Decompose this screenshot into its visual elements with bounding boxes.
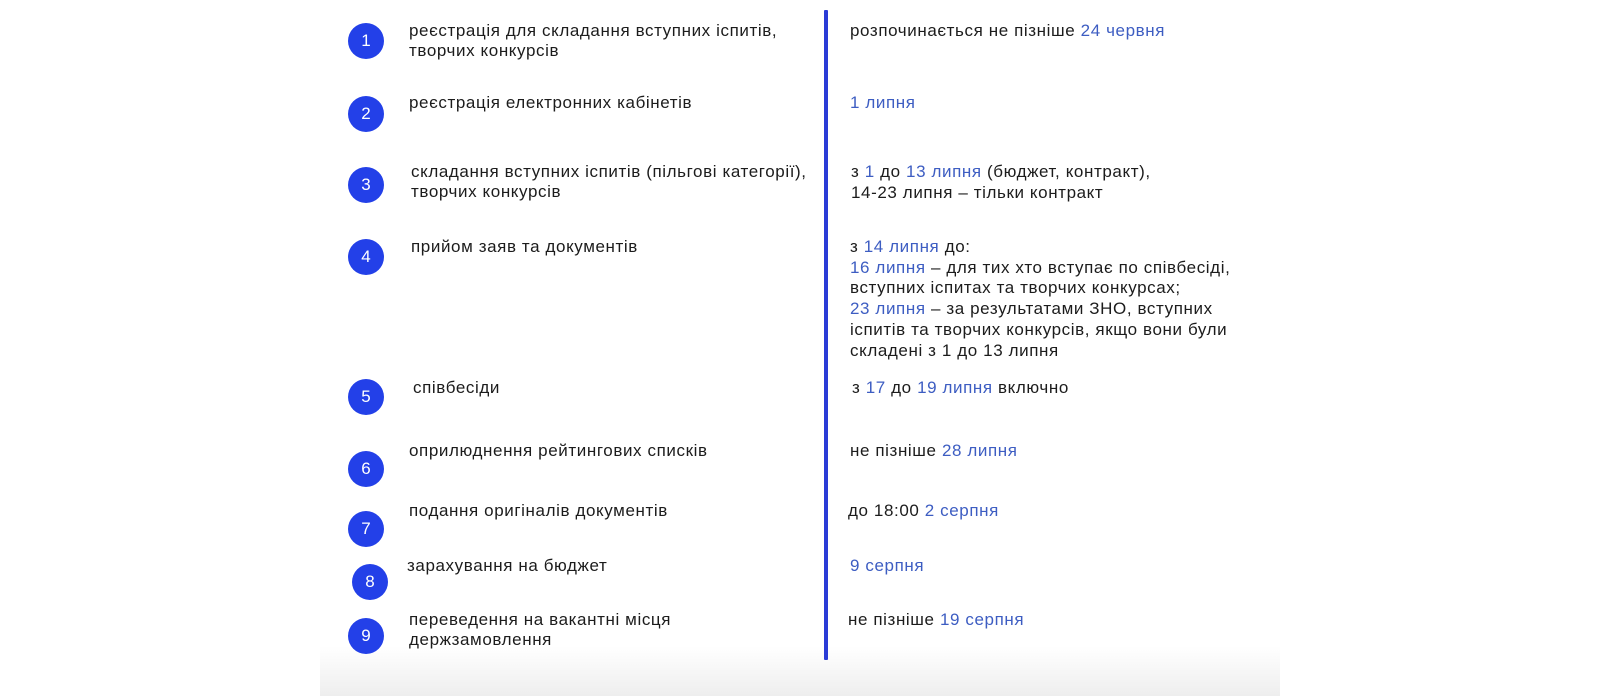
step-event-line: творчих конкурсів: [409, 41, 560, 60]
date-text: включно: [992, 378, 1069, 397]
step-date: [852, 378, 1069, 399]
step-event-line: зарахування на бюджет: [407, 556, 608, 575]
step-event: [409, 93, 692, 113]
date-text: до: [874, 162, 907, 181]
step-event-line: оприлюднення рейтингових списків: [409, 441, 708, 460]
date-highlight: 9 серпня: [850, 556, 925, 575]
date-text: не пізніше: [848, 610, 940, 629]
step-number-badge: 2: [348, 96, 384, 132]
step-date-line: [848, 501, 999, 522]
step-date-line: [850, 93, 916, 114]
step-event-line: творчих конкурсів: [411, 182, 562, 201]
timeline-divider: [824, 10, 828, 660]
date-text: (бюджет, контракт),: [981, 162, 1151, 181]
step-event-line: переведення на вакантні місця: [409, 610, 672, 629]
step-event-line: складання вступних іспитів (пільгові категорії),: [411, 162, 807, 181]
step-event: [409, 21, 777, 61]
date-highlight: 23 липня: [850, 299, 926, 319]
step-event-line: держзамовлення: [409, 630, 552, 649]
date-text: до:: [939, 237, 971, 256]
step-event-line: подання оригіналів документів: [409, 501, 668, 520]
step-event: [409, 501, 668, 521]
date-text: не пізніше: [850, 441, 942, 460]
step-date-line: [851, 183, 1151, 204]
step-number-badge: 4: [348, 239, 384, 275]
step-date-line: [850, 237, 1230, 258]
step-event-line: реєстрація електронних кабінетів: [409, 93, 693, 112]
step-date: [848, 501, 999, 522]
step-event: [407, 556, 607, 576]
step-event: [411, 237, 638, 257]
date-text: з: [852, 378, 866, 397]
step-date-line: [850, 258, 1230, 279]
date-highlight: 16 липня: [850, 257, 926, 277]
step-number-badge: 8: [352, 564, 388, 600]
step-date-line: [850, 278, 1230, 299]
step-event: [409, 441, 708, 461]
step-date-line: [850, 556, 924, 577]
step-date-line: [848, 610, 1024, 631]
step-event: [411, 162, 807, 202]
step-number-badge: 7: [348, 511, 384, 547]
step-date-line: [850, 441, 1018, 462]
date-text: з: [851, 162, 865, 181]
date-text: складені з 1 до 13 липня: [850, 340, 1059, 360]
step-date: [850, 237, 1230, 361]
date-highlight: 19 липня: [917, 378, 993, 397]
date-text: розпочинається не пізніше: [850, 21, 1081, 40]
date-text: до 18:00: [848, 501, 925, 520]
step-date: [850, 441, 1018, 462]
step-date: [851, 162, 1151, 203]
step-event-line: прийом заяв та документів: [411, 237, 638, 256]
step-event: [413, 378, 500, 398]
step-number-badge: 3: [348, 167, 384, 203]
date-text: 14-23 липня – тільки контракт: [851, 182, 1104, 202]
step-number-badge: 6: [348, 451, 384, 487]
step-event-line: реєстрація для складання вступних іспитів,: [409, 21, 778, 40]
step-date: [848, 610, 1024, 631]
date-highlight: 24 червня: [1080, 21, 1166, 40]
date-text: іспитів та творчих конкурсів, якщо вони були: [850, 319, 1228, 339]
step-date-line: [852, 378, 1069, 399]
step-date: [850, 93, 916, 114]
step-number-badge: 5: [348, 379, 384, 415]
step-number-badge: 9: [348, 618, 384, 654]
date-text: – для тих хто вступає по співбесіді,: [925, 257, 1231, 277]
date-highlight: 1: [864, 162, 875, 181]
date-highlight: 13 липня: [906, 162, 982, 181]
step-number-badge: 1: [348, 23, 384, 59]
date-highlight: 19 серпня: [939, 610, 1025, 629]
step-date-line: [850, 299, 1230, 320]
step-date-line: [850, 21, 1165, 42]
date-text: з: [850, 237, 864, 256]
step-event: [409, 610, 671, 650]
date-highlight: 1 липня: [850, 93, 916, 112]
step-date: [850, 21, 1165, 42]
step-date-line: [850, 341, 1230, 362]
date-highlight: 2 серпня: [924, 501, 999, 520]
date-highlight: 17: [865, 378, 886, 397]
date-text: – за результатами ЗНО, вступних: [925, 299, 1213, 319]
step-event-line: співбесіди: [413, 378, 501, 397]
step-date-line: [850, 320, 1230, 341]
date-text: вступних іспитах та творчих конкурсах;: [850, 278, 1181, 298]
step-date: [850, 556, 924, 577]
step-date-line: [851, 162, 1151, 183]
date-highlight: 14 липня: [863, 237, 940, 256]
date-text: до: [885, 378, 918, 397]
date-highlight: 28 липня: [941, 441, 1018, 460]
